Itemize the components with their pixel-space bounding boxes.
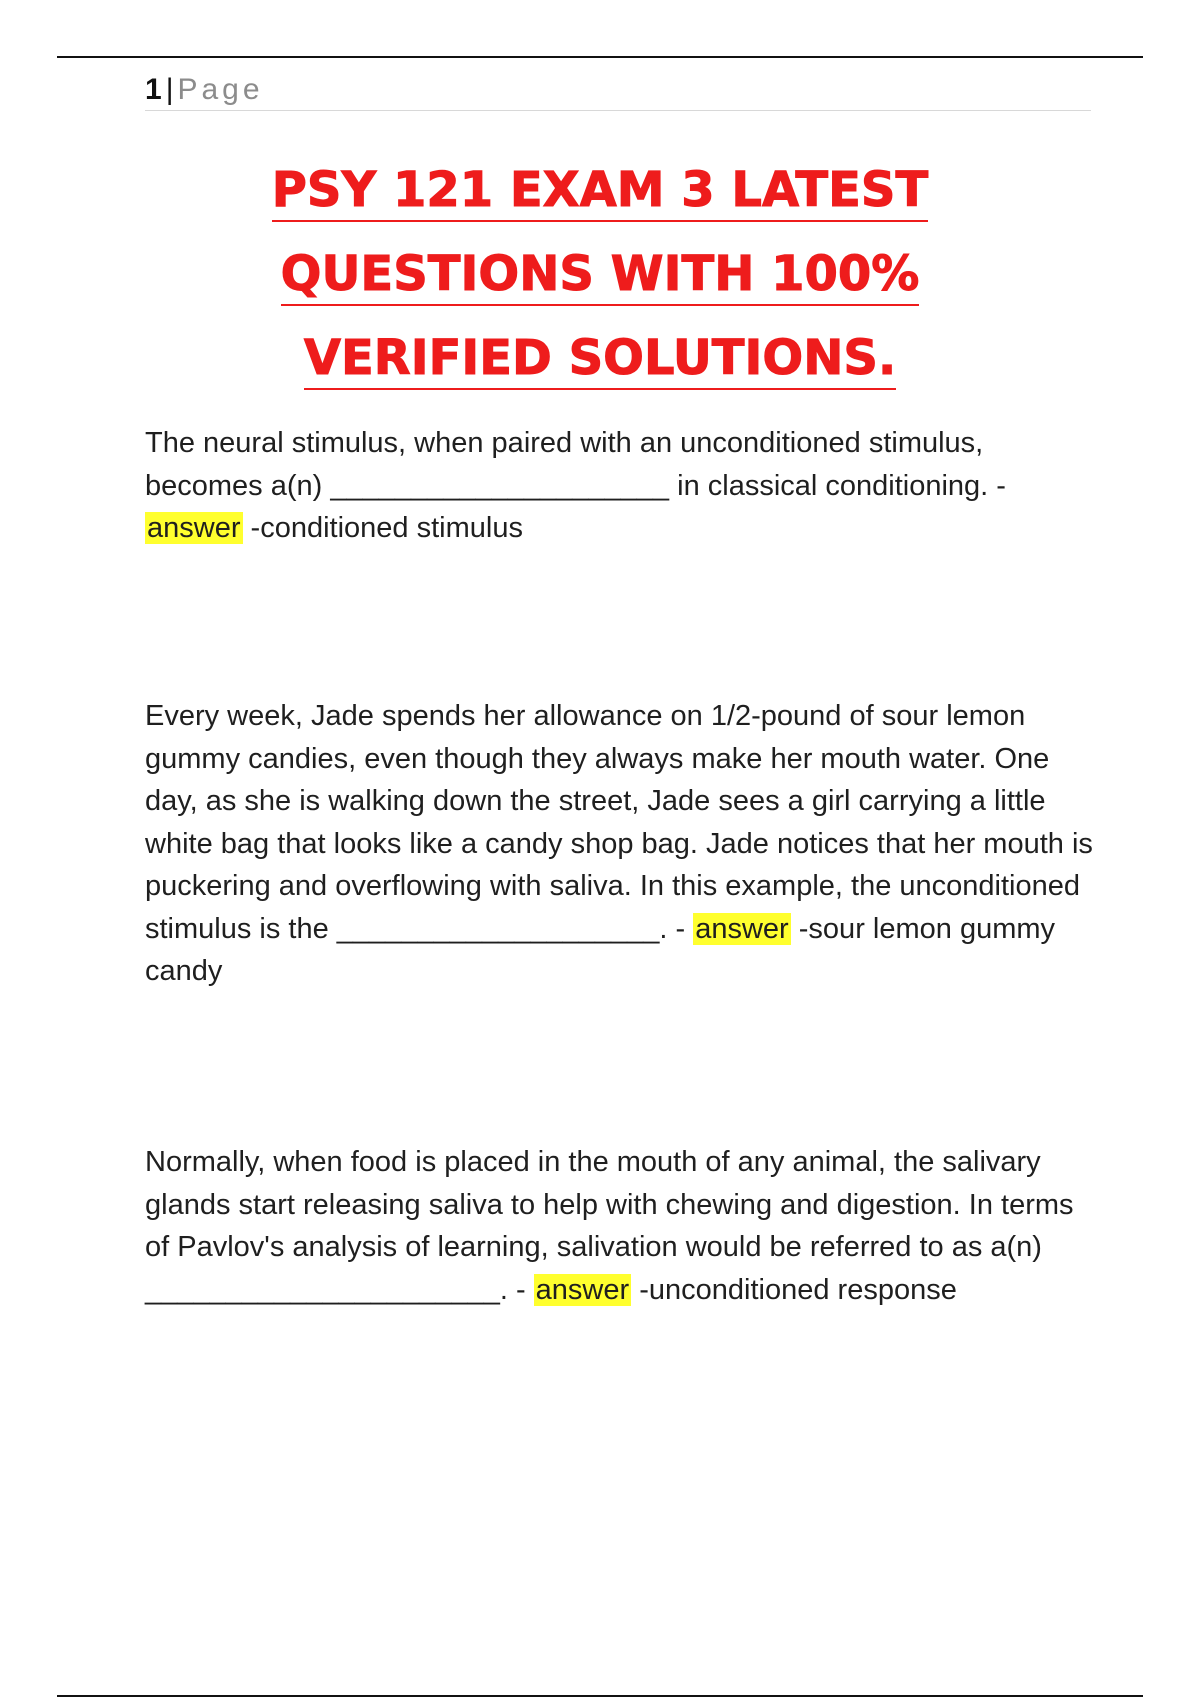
question-text-tail: in classical conditioning. - [669,469,1006,502]
question-block-3 [145,1141,1095,1311]
answer-text: -sour lemon gummy candy [145,912,1056,987]
bottom-rule [57,1695,1143,1697]
title-line-2: QUESTIONS WITH 100% [100,232,1100,316]
answer-highlight: answer [147,512,241,544]
question-block-2 [145,695,1095,993]
answer-text: -unconditioned response [631,1273,957,1306]
answer-blank: _____________________ [330,469,670,502]
top-rule [57,56,1143,58]
question-text: Normally, when food is placed in the mouth of any animal, the salivary glands start releasing saliva to help with chewing and digestion. In terms of Pavlov's analysis of learning, salivation would be referred to as a(n) [145,1146,1074,1263]
page-label: Page [177,73,264,106]
question-block-1 [145,422,1095,550]
question-text: The neural stimulus, when paired with an unconditioned stimulus, becomes a(n) [145,427,984,502]
answer-highlight: answer [535,1273,630,1306]
answer-blank: ____________________ [336,912,660,945]
question-text-tail: . - [499,1273,534,1306]
answer-highlight: answer [695,912,789,945]
page-separator: | [165,73,174,106]
question-text: Every week, Jade spends her allowance on 1/2-pound of sour lemon gummy candies, even though they always make her mouth water. One day, as she is walking down the street, Jade sees a girl carrying a little white bag that looks like a candy shop bag. Jade notices that her mouth is puckering and overflowing with saliva. In this example, the unconditioned stimulus is the [145,700,1093,945]
question-text-tail: . - [659,912,694,945]
answer-blank: ______________________ [145,1273,500,1306]
title-line-3: VERIFIED SOLUTIONS. [100,316,1100,400]
answer-text: -conditioned stimulus [242,512,523,544]
page-number: 1 [145,73,162,106]
document-title [100,148,1100,400]
title-line-1: PSY 121 EXAM 3 LATEST [100,148,1100,232]
page-header [145,70,1091,111]
